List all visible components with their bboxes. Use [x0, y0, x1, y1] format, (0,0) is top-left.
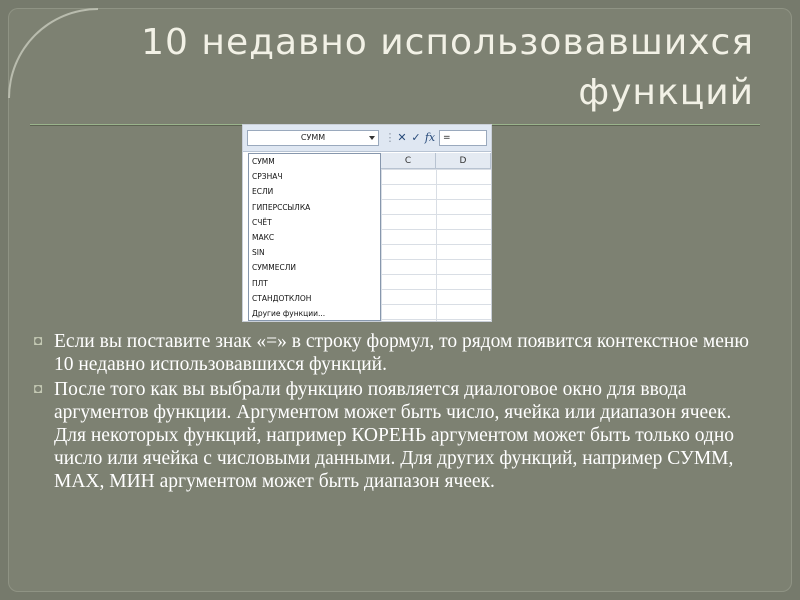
function-item-pmt[interactable]: ПЛТ — [252, 278, 268, 288]
formula-bar — [243, 125, 491, 152]
function-item-hyperlink[interactable]: ГИПЕРССЫЛКА — [252, 202, 311, 212]
function-item-stdev[interactable]: СТАНДОТКЛОН — [252, 293, 312, 303]
bullet-item — [34, 330, 764, 376]
title-line-1: 10 недавно использовавшихся — [141, 22, 754, 63]
function-item-summ[interactable]: СУММ — [252, 157, 275, 166]
insert-function-icon[interactable]: fx — [424, 131, 436, 144]
bullet-icon: ◘ — [34, 382, 43, 397]
title-line-2: функций — [578, 72, 754, 113]
column-header-d[interactable]: D — [436, 153, 491, 169]
name-box-value: СУММ — [300, 133, 326, 142]
excel-screenshot — [242, 124, 492, 322]
chevron-down-icon[interactable] — [369, 136, 375, 140]
cancel-icon[interactable]: ✕ — [397, 131, 407, 144]
column-header-c[interactable]: C — [381, 153, 436, 169]
slide-title — [54, 18, 754, 118]
enter-check-icon[interactable]: ✓ — [411, 131, 421, 144]
cells[interactable] — [381, 169, 491, 321]
formula-input[interactable]: = — [439, 130, 487, 146]
bullet-text: После того как вы выбрали функцию появляется диалоговое окно для ввода аргументов функции. Аргументом может быть число, ячейка или диапазон ячеек. Для некоторых функций, например КОРЕНЬ аргументом может быть только одно число или ячейка с числовыми данными. Для других функций, например СУММ, МАХ, МИН аргументом может быть диапазон ячеек. — [54, 379, 735, 492]
function-item-count[interactable]: СЧЁТ — [252, 217, 272, 227]
function-item-if[interactable]: ЕСЛИ — [252, 187, 274, 197]
function-item-max[interactable]: МАКС — [252, 232, 275, 242]
function-item-more[interactable]: Другие функции... — [252, 308, 326, 318]
sheet-grid — [381, 153, 491, 321]
dots-icon: ⋮ — [384, 131, 396, 144]
function-item-average[interactable]: СРЗНАЧ — [252, 172, 283, 182]
name-box[interactable] — [247, 130, 379, 146]
function-dropdown — [248, 153, 381, 321]
bullet-item — [34, 378, 764, 493]
function-item-sin[interactable]: SIN — [252, 248, 265, 258]
function-item-sumif[interactable]: СУММЕСЛИ — [252, 263, 296, 273]
bullet-text: Если вы поставите знак «=» в строку формул, то рядом появится контекстное меню 10 недавно использовавшихся функций. — [54, 331, 749, 375]
bullet-icon: ◘ — [34, 334, 43, 349]
bullet-list — [34, 330, 764, 495]
